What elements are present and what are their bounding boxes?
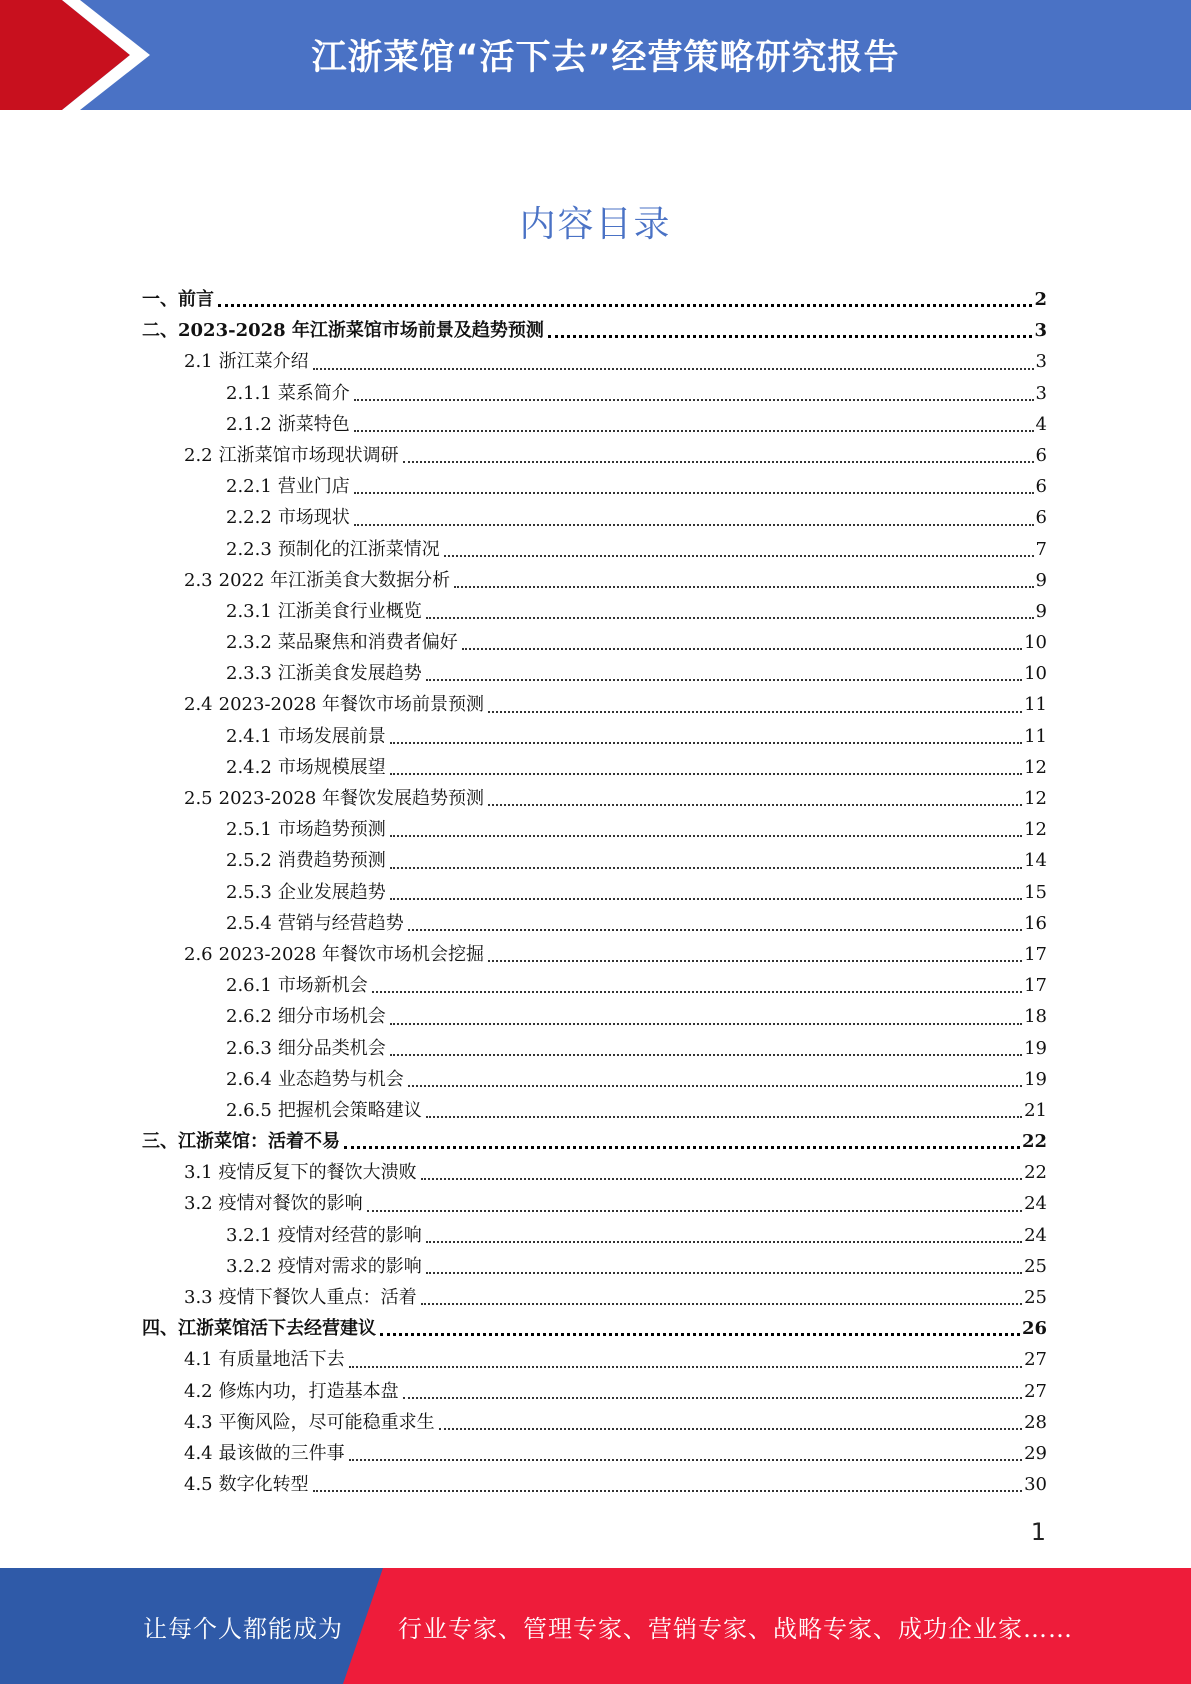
toc-entry-number: 4.2 (184, 1380, 213, 1402)
table-of-contents (142, 284, 1047, 1500)
toc-leader-dots (421, 1303, 1022, 1305)
toc-entry[interactable] (142, 814, 1047, 845)
toc-leader-dots (426, 1272, 1022, 1274)
toc-entry-number: 2.3.2 (226, 632, 272, 654)
toc-entry-number: 3.2.1 (226, 1224, 272, 1246)
header-banner (0, 0, 1191, 110)
toc-entry[interactable] (142, 471, 1047, 502)
toc-entry-title: 市场新机会 (277, 975, 368, 997)
toc-entry-page: 9 (1035, 569, 1047, 591)
toc-entry-number: 2.1.2 (226, 413, 272, 435)
chevron-arrow-icon (0, 0, 160, 110)
toc-entry-number: 2.5 (184, 788, 213, 809)
toc-entry[interactable] (142, 1220, 1047, 1251)
toc-entry-number: 2.4 (184, 694, 213, 716)
toc-entry-title: 疫情对需求的影响 (277, 1255, 422, 1277)
toc-leader-dots (313, 1490, 1022, 1492)
toc-entry-number: 2.5.1 (226, 819, 272, 841)
toc-entry-number: 三、 (142, 1131, 178, 1153)
toc-entry-page: 27 (1024, 1349, 1047, 1371)
toc-entry[interactable] (142, 596, 1047, 627)
toc-entry[interactable] (142, 440, 1047, 471)
toc-entry-title: 修炼内功，打造基本盘 (218, 1380, 399, 1402)
toc-leader-dots (344, 1146, 1020, 1149)
toc-leader-dots (488, 960, 1022, 962)
toc-entry[interactable] (142, 1438, 1047, 1469)
toc-leader-dots (408, 1085, 1022, 1087)
toc-entry-page: 3 (1034, 320, 1047, 342)
toc-leader-dots (403, 461, 1034, 463)
toc-entry-number: 2.6.3 (226, 1037, 272, 1059)
toc-entry[interactable] (142, 409, 1047, 440)
toc-entry[interactable] (142, 970, 1047, 1001)
toc-entry-number: 2.6.1 (226, 975, 272, 997)
toc-entry-page: 12 (1024, 819, 1047, 841)
toc-entry-title: 2023-2028 年餐饮市场机会挖掘 (218, 943, 485, 965)
toc-entry-title: 疫情反复下的餐饮大溃败 (218, 1162, 417, 1184)
toc-entry-number: 2.2.3 (226, 538, 272, 560)
toc-entry-number: 2.2.2 (226, 507, 272, 529)
toc-entry-title: 菜系简介 (277, 382, 350, 404)
toc-leader-dots (380, 1333, 1020, 1336)
toc-entry-number: 2.3 (184, 569, 213, 591)
toc-entry-title: 细分品类机会 (277, 1037, 386, 1059)
toc-entry[interactable] (142, 1095, 1047, 1126)
toc-entry-title: 消费趋势预测 (277, 850, 386, 872)
toc-entry-page: 15 (1024, 881, 1047, 903)
toc-entry-page: 10 (1024, 632, 1047, 654)
toc-leader-dots (426, 617, 1034, 619)
toc-entry[interactable] (142, 877, 1047, 908)
footer-banner (0, 1568, 1191, 1684)
toc-entry-title: 市场发展前景 (277, 725, 386, 747)
toc-leader-dots (426, 679, 1022, 681)
toc-entry-page: 17 (1024, 943, 1047, 965)
toc-entry[interactable] (142, 1033, 1047, 1064)
toc-entry[interactable] (142, 752, 1047, 783)
toc-entry[interactable] (142, 502, 1047, 533)
toc-leader-dots (462, 648, 1022, 650)
toc-entry[interactable] (142, 1469, 1047, 1500)
toc-entry-number: 2.5.4 (226, 912, 272, 934)
toc-entry-number: 一、 (142, 289, 178, 310)
toc-leader-dots (372, 991, 1022, 993)
toc-entry-title: 浙菜特色 (277, 413, 350, 435)
toc-entry-page: 4 (1035, 413, 1047, 435)
toc-entry-page: 2 (1034, 289, 1047, 310)
toc-leader-dots (354, 399, 1034, 401)
toc-entry-page: 22 (1024, 1162, 1047, 1184)
toc-entry-page: 6 (1035, 476, 1047, 498)
toc-entry[interactable] (142, 721, 1047, 752)
toc-entry-page: 24 (1024, 1224, 1047, 1246)
toc-leader-dots (390, 1054, 1022, 1056)
toc-entry-number: 2.4.2 (226, 756, 272, 778)
toc-entry-number: 4.1 (184, 1349, 213, 1371)
toc-entry[interactable] (142, 1282, 1047, 1313)
toc-entry-title: 2023-2028 年江浙菜馆市场前景及趋势预测 (178, 320, 544, 342)
toc-entry-page: 25 (1024, 1255, 1047, 1277)
toc-entry-page: 3 (1035, 382, 1047, 404)
toc-entry-title: 江浙菜馆活下去经营建议 (178, 1318, 376, 1340)
toc-entry-page: 12 (1024, 756, 1047, 778)
toc-leader-dots (444, 555, 1034, 557)
toc-entry[interactable] (142, 284, 1047, 315)
toc-entry-number: 3.2 (184, 1193, 213, 1215)
toc-entry-page: 24 (1024, 1193, 1047, 1215)
toc-entry-page: 9 (1035, 600, 1047, 622)
toc-entry-title: 2022 年江浙美食大数据分析 (218, 569, 451, 591)
toc-entry-number: 4.5 (184, 1474, 213, 1496)
toc-leader-dots (367, 1210, 1022, 1212)
toc-entry-page: 18 (1024, 1006, 1047, 1028)
toc-entry-page: 28 (1024, 1411, 1047, 1433)
toc-entry-title: 营销与经营趋势 (277, 912, 404, 934)
toc-entry-number: 3.3 (184, 1287, 213, 1308)
toc-entry-title: 浙江菜介绍 (218, 351, 309, 373)
toc-entry-title: 前言 (178, 289, 214, 310)
toc-entry[interactable] (142, 1376, 1047, 1407)
toc-entry[interactable] (142, 1157, 1047, 1188)
toc-entry-page: 30 (1024, 1474, 1047, 1496)
toc-entry[interactable] (142, 845, 1047, 876)
toc-entry-title: 最该做的三件事 (218, 1442, 345, 1464)
footer-slogan-right: 行业专家、管理专家、营销专家、战略专家、成功企业家…… (398, 1614, 1073, 1643)
toc-entry[interactable] (142, 1001, 1047, 1032)
toc-entry-page: 27 (1024, 1380, 1047, 1402)
toc-entry[interactable] (142, 1064, 1047, 1095)
toc-entry-number: 二、 (142, 320, 178, 342)
toc-entry[interactable] (142, 1126, 1047, 1157)
toc-entry-page: 22 (1021, 1131, 1047, 1153)
toc-entry-page: 11 (1024, 694, 1047, 716)
toc-entry[interactable] (142, 565, 1047, 596)
toc-entry-number: 2.6 (184, 943, 213, 965)
toc-leader-dots (390, 1023, 1022, 1025)
toc-entry-page: 11 (1024, 725, 1047, 747)
toc-entry-number: 2.3.3 (226, 663, 272, 685)
toc-entry[interactable] (142, 534, 1047, 565)
toc-entry-number: 2.6.5 (226, 1099, 272, 1121)
toc-leader-dots (349, 1366, 1022, 1368)
toc-entry-number: 2.2 (184, 444, 213, 466)
toc-entry[interactable] (142, 1407, 1047, 1438)
toc-leader-dots (390, 867, 1022, 869)
toc-leader-dots (439, 1428, 1022, 1430)
toc-leader-dots (354, 524, 1034, 526)
toc-entry-title: 市场规模展望 (277, 756, 386, 778)
toc-entry-title: 2023-2028 年餐饮发展趋势预测 (218, 788, 485, 809)
toc-entry-title: 平衡风险，尽可能稳重求生 (218, 1411, 435, 1433)
toc-entry-page: 10 (1024, 663, 1047, 685)
toc-entry-title: 预制化的江浙菜情况 (277, 538, 440, 560)
toc-entry-number: 3.1 (184, 1162, 213, 1184)
toc-entry-title: 疫情对经营的影响 (277, 1224, 422, 1246)
toc-entry-number: 4.3 (184, 1411, 213, 1433)
toc-entry[interactable] (142, 627, 1047, 658)
toc-entry-title: 企业发展趋势 (277, 881, 386, 903)
footer-slogan-left: 让每个人都能成为 (143, 1614, 343, 1643)
toc-entry-title: 疫情对餐饮的影响 (218, 1193, 363, 1215)
toc-leader-dots (390, 898, 1022, 900)
toc-entry-page: 6 (1035, 507, 1047, 529)
toc-entry[interactable] (142, 315, 1047, 346)
toc-entry-number: 4.4 (184, 1442, 213, 1464)
toc-entry-number: 2.1.1 (226, 382, 272, 404)
toc-entry[interactable] (142, 783, 1047, 814)
toc-leader-dots (390, 835, 1022, 837)
toc-leader-dots (548, 335, 1033, 338)
toc-entry-number: 2.2.1 (226, 476, 272, 498)
toc-entry-number: 2.6.4 (226, 1068, 272, 1090)
toc-entry[interactable] (142, 689, 1047, 720)
toc-entry-page: 21 (1024, 1099, 1047, 1121)
toc-leader-dots (408, 929, 1022, 931)
toc-entry-number: 四、 (142, 1318, 178, 1340)
toc-entry-title: 数字化转型 (218, 1474, 309, 1496)
toc-entry-number: 2.6.2 (226, 1006, 272, 1028)
toc-leader-dots (426, 1116, 1022, 1118)
toc-leader-dots (390, 742, 1022, 744)
toc-leader-dots (313, 368, 1034, 370)
toc-entry-number: 2.5.2 (226, 850, 272, 872)
toc-entry-number: 3.2.2 (226, 1255, 272, 1277)
toc-entry-page: 29 (1024, 1442, 1047, 1464)
toc-heading: 内容目录 (519, 204, 672, 245)
toc-entry-number: 2.1 (184, 351, 213, 373)
toc-entry-title: 市场趋势预测 (277, 819, 386, 841)
toc-entry[interactable] (142, 1313, 1047, 1344)
toc-entry-title: 江浙菜馆：活着不易 (178, 1131, 340, 1153)
toc-entry-title: 菜品聚焦和消费者偏好 (277, 632, 458, 654)
toc-entry-title: 江浙美食发展趋势 (277, 663, 422, 685)
toc-leader-dots (390, 773, 1022, 775)
toc-entry-title: 细分市场机会 (277, 1006, 386, 1028)
toc-leader-dots (421, 1178, 1022, 1180)
toc-entry-title: 江浙菜馆市场现状调研 (218, 444, 399, 466)
toc-entry-page: 14 (1024, 850, 1047, 872)
toc-entry-page: 19 (1024, 1068, 1047, 1090)
report-title: 江浙菜馆“活下去”经营策略研究报告 (311, 38, 900, 78)
toc-leader-dots (488, 711, 1022, 713)
toc-entry[interactable] (142, 378, 1047, 409)
toc-entry-title: 市场现状 (277, 507, 350, 529)
toc-leader-dots (403, 1397, 1022, 1399)
toc-entry-title: 业态趋势与机会 (277, 1068, 404, 1090)
toc-entry-page: 7 (1035, 538, 1047, 560)
toc-leader-dots (454, 586, 1033, 588)
toc-entry-page: 12 (1024, 788, 1047, 809)
toc-entry-title: 有质量地活下去 (218, 1349, 345, 1371)
toc-leader-dots (426, 1241, 1022, 1243)
toc-entry[interactable] (142, 1344, 1047, 1375)
toc-entry-page: 16 (1024, 912, 1047, 934)
toc-entry-title: 把握机会策略建议 (277, 1099, 422, 1121)
toc-entry[interactable] (142, 939, 1047, 970)
toc-entry[interactable] (142, 346, 1047, 377)
toc-entry-page: 6 (1035, 444, 1047, 466)
toc-entry-title: 江浙美食行业概览 (277, 600, 422, 622)
toc-entry-title: 2023-2028 年餐饮市场前景预测 (218, 694, 485, 716)
toc-entry-page: 26 (1021, 1318, 1047, 1340)
toc-leader-dots (349, 1459, 1022, 1461)
toc-entry-number: 2.5.3 (226, 881, 272, 903)
toc-leader-dots (488, 804, 1022, 806)
toc-entry-number: 2.3.1 (226, 600, 272, 622)
toc-entry[interactable] (142, 908, 1047, 939)
page-number: 1 (1030, 1518, 1046, 1546)
toc-entry[interactable] (142, 658, 1047, 689)
toc-leader-dots (354, 492, 1034, 494)
toc-leader-dots (354, 430, 1034, 432)
toc-entry-page: 3 (1035, 351, 1047, 373)
toc-entry[interactable] (142, 1251, 1047, 1282)
toc-entry[interactable] (142, 1188, 1047, 1219)
toc-entry-page: 17 (1024, 975, 1047, 997)
toc-leader-dots (218, 304, 1032, 307)
toc-entry-number: 2.4.1 (226, 725, 272, 747)
toc-entry-title: 营业门店 (277, 476, 350, 498)
toc-entry-page: 19 (1024, 1037, 1047, 1059)
toc-entry-title: 疫情下餐饮人重点：活着 (218, 1287, 417, 1308)
toc-entry-page: 25 (1024, 1287, 1047, 1308)
